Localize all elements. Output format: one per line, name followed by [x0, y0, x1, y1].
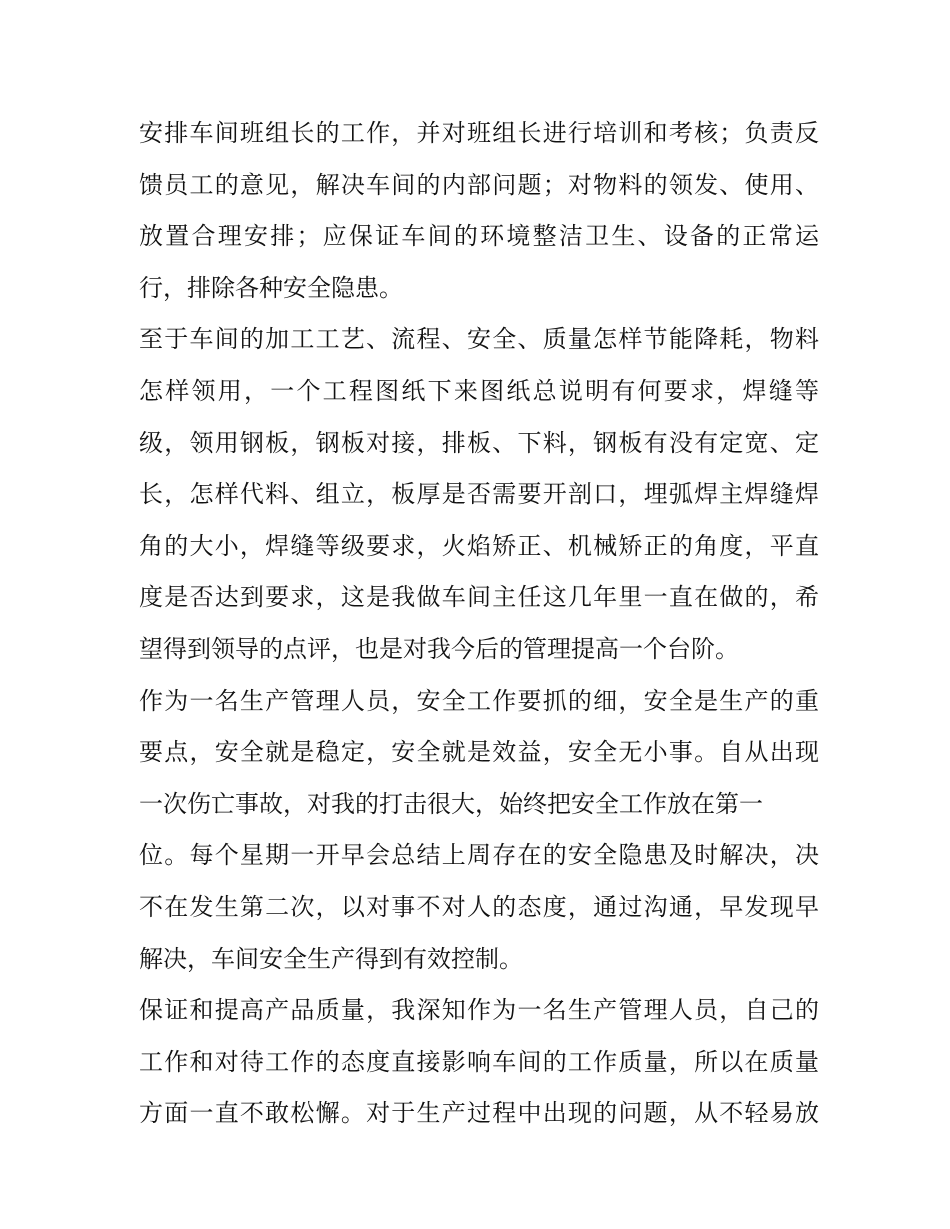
paragraph [139, 314, 819, 675]
text-line: 方面一直不敢松懈。对于生产过程中出现的问题，从不轻易放 [139, 1099, 819, 1128]
document-body [139, 108, 819, 1140]
text-line: 馈员工的意见，解决车间的内部问题；对物料的领发、使用、 [139, 170, 819, 199]
text-line: 级，领用钢板，钢板对接，排板、下料，钢板有没有定宽、定 [139, 428, 819, 457]
paragraph [139, 985, 819, 1140]
text-line: 保证和提高产品质量，我深知作为一名生产管理人员，自己的 [139, 996, 819, 1025]
text-line: 度是否达到要求，这是我做车间主任这几年里一直在做的，希 [139, 583, 819, 612]
text-line: 一次伤亡事故，对我的打击很大，始终把安全工作放在第一 [139, 789, 763, 818]
text-line: 怎样领用，一个工程图纸下来图纸总说明有何要求，焊缝等 [139, 376, 819, 405]
paragraph [139, 108, 819, 314]
text-line: 行，排除各种安全隐患。 [139, 273, 403, 302]
text-line: 位。每个星期一开早会总结上周存在的安全隐患及时解决，决 [139, 841, 819, 870]
text-line: 至于车间的加工工艺、流程、安全、质量怎样节能降耗，物料 [139, 325, 819, 354]
text-line: 放置合理安排；应保证车间的环境整洁卫生、设备的正常运 [139, 222, 819, 251]
paragraph [139, 676, 819, 986]
text-line: 长，怎样代料、组立，板厚是否需要开剖口，埋弧焊主焊缝焊 [139, 480, 819, 509]
text-line: 作为一名生产管理人员，安全工作要抓的细，安全是生产的重 [139, 686, 819, 715]
text-line: 不在发生第二次，以对事不对人的态度，通过沟通，早发现早 [139, 892, 819, 921]
text-line: 望得到领导的点评，也是对我今后的管理提高一个台阶。 [139, 634, 739, 663]
text-line: 工作和对待工作的态度直接影响车间的工作质量，所以在质量 [139, 1047, 819, 1076]
text-line: 解决，车间安全生产得到有效控制。 [139, 944, 523, 973]
text-line: 要点，安全就是稳定，安全就是效益，安全无小事。自从出现 [139, 738, 819, 767]
text-line: 角的大小，焊缝等级要求，火焰矫正、机械矫正的角度，平直 [139, 531, 819, 560]
text-line: 安排车间班组长的工作，并对班组长进行培训和考核；负责反 [139, 119, 819, 147]
